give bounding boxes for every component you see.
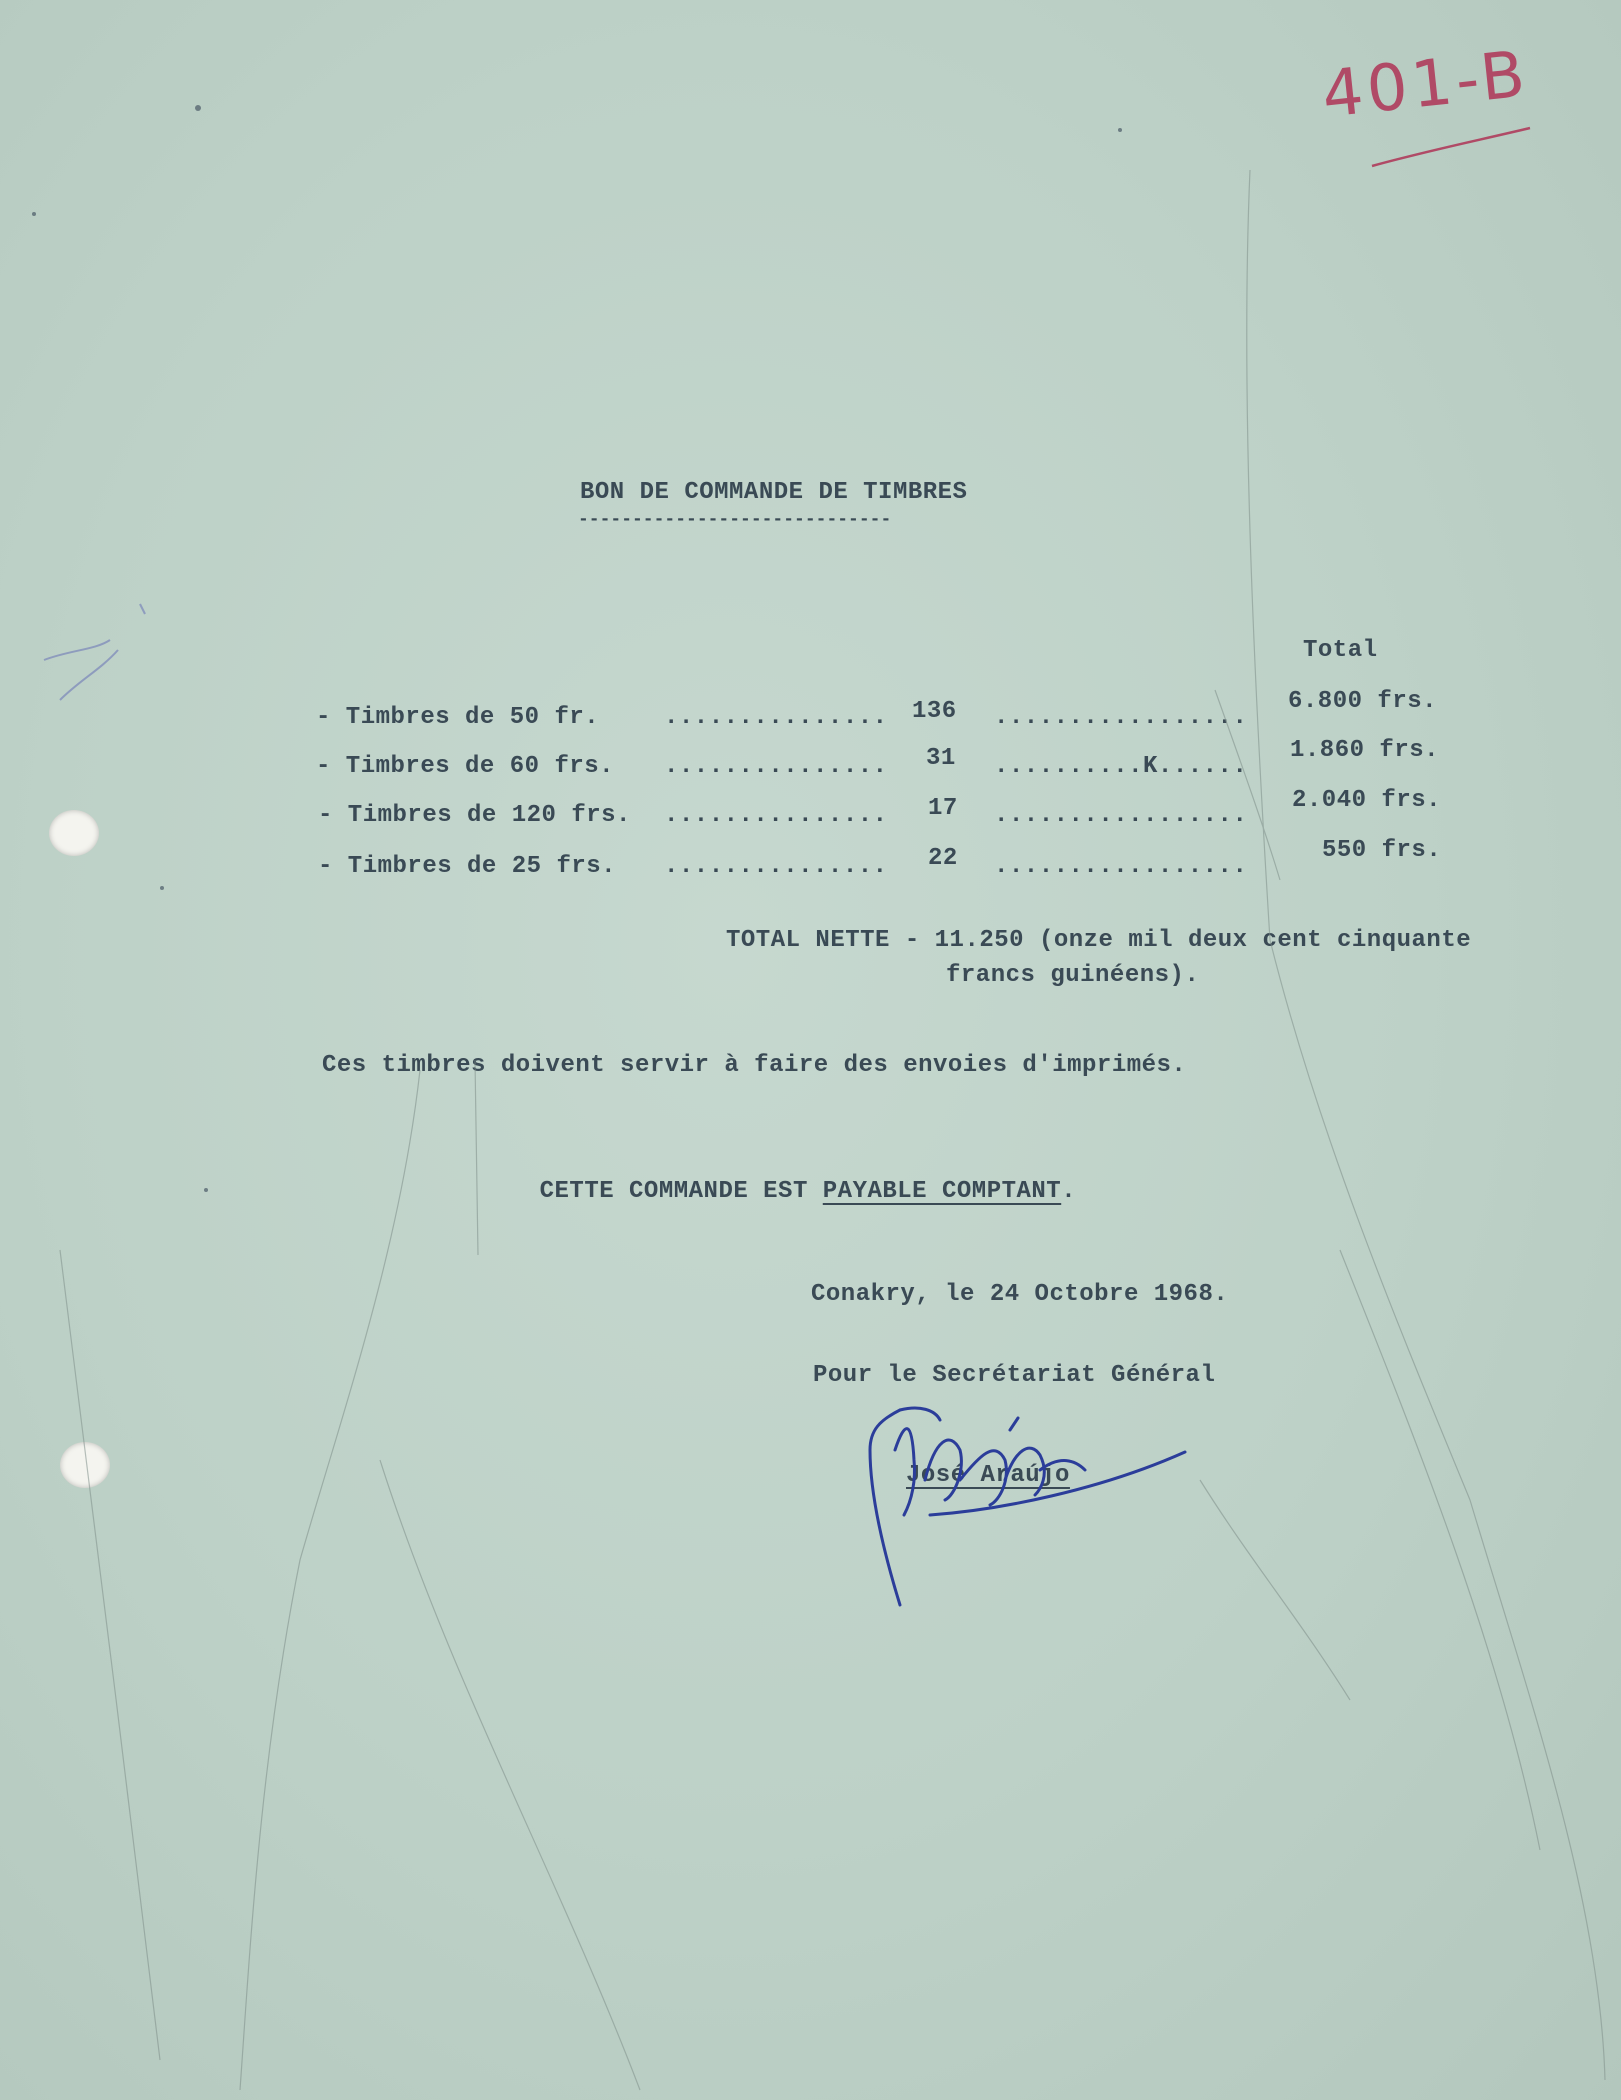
item-leader-dots: ............... <box>664 753 888 780</box>
punch-hole-bottom <box>60 1442 110 1488</box>
item-quantity: 136 <box>912 698 957 725</box>
punch-hole-top <box>49 810 99 856</box>
item-amount: 2.040 frs. <box>1292 787 1442 814</box>
item-description: - Timbres de 25 frs. <box>318 853 617 880</box>
item-leader-dots: ................. <box>994 704 1248 731</box>
payment-terms-emphasis: PAYABLE COMPTANT <box>822 1178 1062 1205</box>
item-description: - Timbres de 50 fr. <box>316 704 600 731</box>
item-quantity: 22 <box>928 845 958 872</box>
item-quantity: 31 <box>926 745 956 772</box>
item-amount: 6.800 frs. <box>1288 688 1438 715</box>
payment-terms-suffix: . <box>1061 1178 1077 1205</box>
handwritten-signature <box>870 1408 1185 1605</box>
payment-terms-prefix: CETTE COMMANDE EST <box>539 1178 823 1205</box>
payment-terms <box>480 1147 1076 1237</box>
on-behalf-line: Pour le Secrétariat Général <box>813 1362 1216 1389</box>
item-leader-dots: ............... <box>664 853 888 880</box>
item-leader-dots: ............... <box>664 704 888 731</box>
total-net-line: TOTAL NETTE - 11.250 (onze mil deux cent cinquante <box>726 927 1472 954</box>
item-amount: 550 frs. <box>1322 837 1442 864</box>
signatory-name: José Araújo <box>906 1462 1070 1489</box>
place-and-date: Conakry, le 24 Octobre 1968. <box>811 1281 1229 1308</box>
item-description: - Timbres de 120 frs. <box>318 802 631 829</box>
document-title: BON DE COMMANDE DE TIMBRES <box>580 479 968 506</box>
item-quantity: 17 <box>928 795 958 822</box>
title-rule: ----------------------------- <box>578 510 892 530</box>
total-column-header: Total <box>1303 637 1378 664</box>
item-leader-dots: ................. <box>994 853 1248 880</box>
handwritten-reference: 401-B <box>1318 37 1533 133</box>
item-amount: 1.860 frs. <box>1290 737 1440 764</box>
usage-note: Ces timbres doivent servir à faire des envoies d'imprimés. <box>322 1052 1187 1079</box>
item-leader-dots: ............... <box>664 802 888 829</box>
item-leader-dots: ..........K...... <box>994 753 1248 780</box>
item-leader-dots: ................. <box>994 802 1248 829</box>
item-description: - Timbres de 60 frs. <box>316 753 615 780</box>
annotation-underline <box>1372 128 1530 166</box>
total-net-words: francs guinéens). <box>946 962 1200 989</box>
